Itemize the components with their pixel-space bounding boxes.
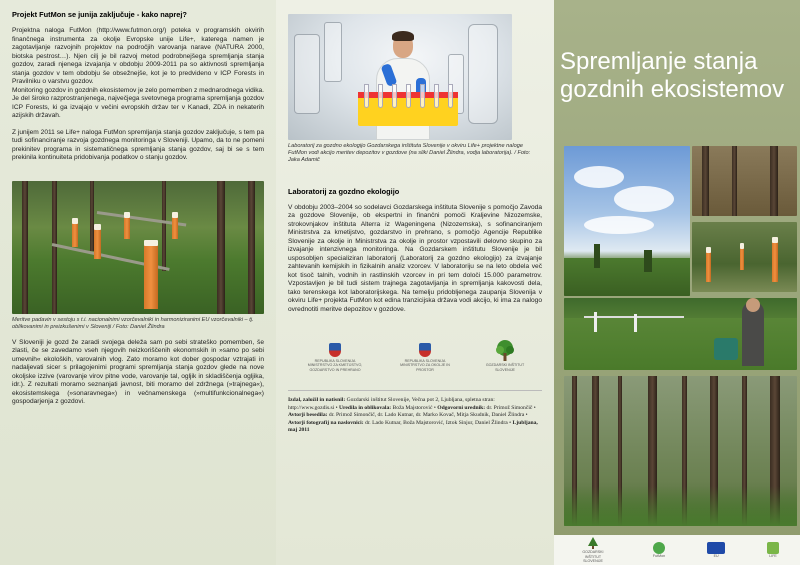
eu-flag-icon — [707, 542, 725, 554]
paragraph-june-2011: Z junijem 2011 se Life+ naloga FutMon spremljanja stanja gozdov zaključuje, s tem pa tudi sofinanciranje razvoja gozdnega monitoringa v Sloveniji. Upamo, da to ne pomeni prekinitev programa in sistematičnega spremljanja stanja gozdov, saj bi se s tem prekinila kontinuiteta pridobivanja podatkov o stanju gozdov. — [12, 128, 264, 161]
paragraph-slovenia-forest: V Sloveniji je gozd že zaradi svojega deleža sam po sebi strateško pomemben, še zlasti, če se zavedamo vseh njegovih neizkoriščenih ekonomskih in »samo po sebi umevnih« ekoloških, varovalnih vlog. Zato moramo kot dober gospodar vztrajati in nadaljevati sicer s prilagojenimi programi spremljanja stanja gozdov glede na nove okoljske izzive (varovanje virov pitne vode, varovanje tal, ogljik in skladiščenja ogljika, idr.). Z rezultati moramo seznanjati javnost, biti moramo del zdržnega (»trajnega«), ekosistemskega (»sonaravnega«) in večnamenskega (»multifunkcionalnega«) gospodarjenja z gozdovi. — [12, 338, 264, 406]
ministry-agriculture-logo: REPUBLIKA SLOVENIJA MINISTRSTVO ZA KMETIJSTVO, GOZDARSTVO IN PREHRANO — [305, 343, 365, 372]
ministry-environment-logo: REPUBLIKA SLOVENIJA MINISTRSTVO ZA OKOLJE IN PROSTOR — [399, 343, 451, 372]
cover-title: Spremljanje stanja gozdnih ekosistemov — [560, 48, 785, 103]
section-heading-futmon: Projekt FutMon se junija zaključuje - kako naprej? — [12, 10, 187, 19]
life-logo: LIFE — [767, 542, 779, 558]
partner-logos — [288, 324, 542, 372]
footer-logos — [554, 535, 800, 565]
paragraph-monitoring: Monitoring gozdov in gozdnih ekosistemov je zelo pomemben z mednarodnega vidika. Je del široko razprostranjenega, največjega svetovnega programa spremljanja gozdov ICP Forests, ki ga izvajajo v večini evropskih držav ter v Kanadi, ZDA in nekaterih azijskih državah. — [12, 86, 264, 119]
cover-panel — [554, 0, 800, 565]
laboratory-photo — [288, 14, 512, 140]
gozdis-footer-logo: GOZDARSKI INŠTITUT SLOVENIJE — [575, 536, 611, 563]
paragraph-futmon-intro: Projektna naloga FutMon (http://www.futmon.org/) poteka v programskih okvirih finančnega instrumenta za okolje Evropske unije Life+, katerega namen je zagotavljanje razvojnih projektov na področjih varovanja narave (NATURA 2000, biotska pestrost…). Njen cilj je bil razvoj metod podrobnejšega spremljanja stanja gozdov, zaradi njenega izvajanja v obdobju 2009-2011 pa so aktivnosti spremljanja stanja gozdov v tem obdobju še obsežnejše, kot je to predvideno v ICP Forests in Pravilniku o varstvu gozdov. — [12, 27, 264, 85]
section-heading-laboratory: Laboratorij za gozdno ekologijo — [288, 186, 400, 196]
futmon-footer-logo: FutMon — [653, 542, 665, 558]
imprint: Izdal, založil in natisnil: Gozdarski inštitut Slovenije, Večna pot 2, Ljubljana, spletna stran: http://www.gozdis.si • Uredila in oblikovala: Boža Majstorović • Odgovorni urednik: dr. Primož Simončič • Avtorji besedila: dr. Primož Simončič, dr. Lado Kutnar, dr. Marko Kovač, Mitja Skudnik, Daniel Žlindra • Avtorji fotografij na naslovnici: dr. Lado Kutnar, Boža Majstorović, Iztok Sinjur, Daniel Žlindra • Ljubljana, maj 2011 — [288, 390, 542, 435]
left-panel — [0, 0, 276, 565]
forest-trunks-photo — [692, 146, 797, 216]
forest-samplers-photo — [692, 222, 797, 292]
laboratory-photo-caption: Laboratorij za gozdno ekologijo Gozdarskega inštituta Slovenije v okviru Life+ projektne naloge FutMon vodi akcijo meritev depozitov v gozdove (na sliki Daniel Žlindra, vodja laboratorija). / Foto: Jaka Adamič — [288, 143, 531, 164]
middle-panel — [276, 0, 554, 565]
life-icon — [767, 542, 779, 554]
spruce-forest-photo — [564, 376, 797, 526]
gozdis-logo: GOZDARSKI INŠTITUT SLOVENIJE — [485, 339, 525, 372]
coat-of-arms-icon — [329, 343, 341, 357]
forest-photo-caption: Meritve padavin v sestoju s t.i. nacionalnimi vzorčevalniki in harmoniziranimi EU vzorčevalniki – tj. oblikovanimi in preizkušenimi v Sloveniji / Foto: Daniel Žlindra — [12, 316, 254, 330]
coat-of-arms-icon — [419, 343, 431, 357]
tree-icon — [586, 536, 600, 550]
tree-icon — [492, 339, 518, 363]
field-work-photo — [564, 298, 797, 370]
sky-meadow-photo — [564, 146, 690, 296]
forest-sampler-photo — [12, 181, 264, 314]
eu-flag-logo: EU — [707, 542, 725, 558]
paragraph-laboratory: V obdobju 2003–2004 so sodelavci Gozdarskega inštituta Slovenije s pomočjo Zavoda za gozdove Slovenije, ob ekspertni in finančni pomoči Kraljevine Nizozemske, strokovnjakov inštituta Alterra iz Wageningena (Nizozemska), s sofinanciranjem Ministrstva za kmetijstvo, gozdarstvo in prehrano, s pomočjo Agencije Republike Slovenije za okolje in Ministrstva za okolje in prostor vzpostavili delovno skupino za izvajanje intenzivnega monitoringa. Na Gozdarskem inštitutu Slovenije je bil usposobljen specializiran laboratorij (Laboratorij za gozdno ekologijo) za izvajanje zahtevanih kemijskih in fizikalnih analiz vzorcev. V laboratoriju se na leto obdela več kot tisoč talnih, vodnih in rastlinskih vzorcev in pri tem določi 15.000 parametrov. Vzpostavljen je bil tudi sistem trajnega zagotavljanja in spremljanja kakovosti dela, tako terenskega kot laboratorijskega. Na temelju pridobljenega zaupanja Slovenija v okviru Life+ projekta FutMon kot edina tranzicijska država vodi akcijo, ki ima za nalogo ovrednotiti meritve depozitov v gozdove. — [288, 203, 542, 313]
